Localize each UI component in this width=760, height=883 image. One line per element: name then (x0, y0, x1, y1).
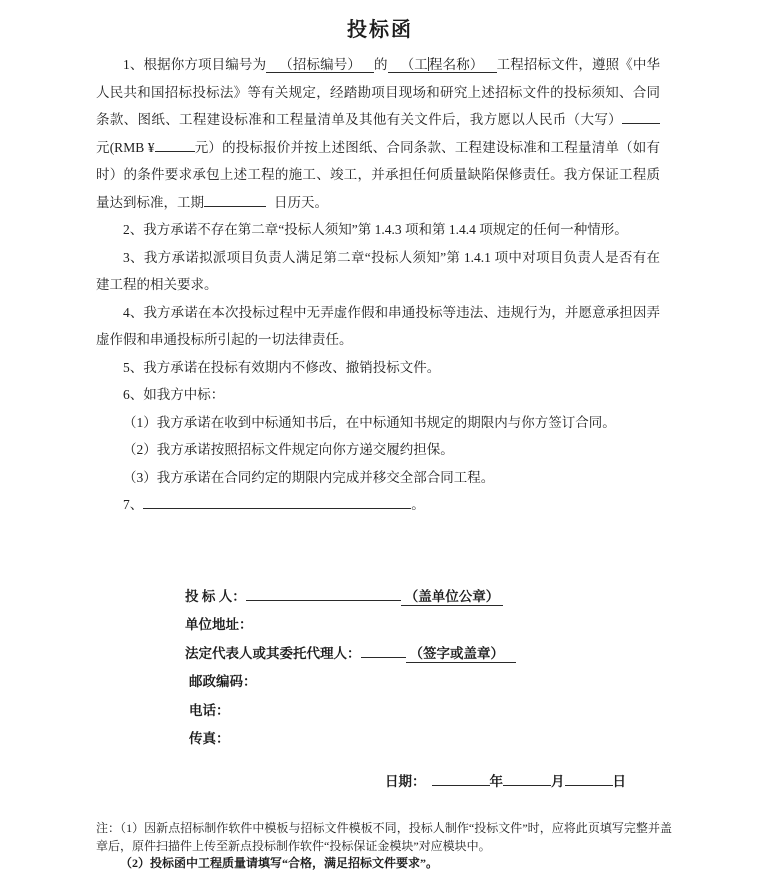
paragraph-5: 5、我方承诺在投标有效期内不修改、撤销投标文件。 (123, 359, 441, 375)
blank-amount-figures[interactable] (155, 138, 195, 152)
year-label: 年 (489, 773, 503, 789)
paragraph-6-item-3: （3）我方承诺在合同约定的期限内完成并移交全部合同工程。 (123, 469, 495, 485)
phone-label: 电话： (189, 702, 230, 718)
paragraph-1 (96, 51, 660, 216)
paragraph-6-item-2: （2）我方承诺按照招标文件规定向你方递交履约担保。 (123, 442, 454, 457)
text-run: 元）的投标报价并按上述图纸、合同条款、工程建设标准和工程量清单（如有时）的条件要求承包上述工程的施工、竣工，并承担任何质量缺陷保修责任。我方保证工程质量达到标准，工期 (96, 139, 660, 210)
blank-year[interactable] (432, 772, 490, 786)
blank-item7[interactable] (143, 495, 411, 509)
blank-duration[interactable] (204, 193, 266, 207)
signature-block (185, 583, 760, 754)
paragraph-6: 6、如我方中标： (123, 387, 225, 402)
paragraph-3: 3、我方承诺拟派项目负责人满足第二章“投标人须知”第 1.4.1 项中对项目负责人是否有在建工程的相关要求。 (96, 249, 660, 292)
blank-tender-code[interactable]: （招标编号） (266, 57, 374, 73)
document-title: 投标函 (347, 19, 413, 41)
notes-section (96, 820, 672, 873)
text-run: 元(RMB ¥ (96, 139, 155, 155)
text-run: 的 (374, 57, 388, 72)
paragraph-6-item-1: （1）我方承诺在收到中标通知书后，在中标通知书规定的期限内与你方签订合同。 (123, 414, 616, 430)
text-run: 7、 (123, 497, 144, 512)
date-label: 日期： (385, 773, 426, 789)
postcode-label: 邮政编码： (189, 674, 257, 689)
address-label: 单位地址： (185, 617, 253, 632)
representative-row (185, 640, 760, 669)
fax-label: 传真： (189, 731, 230, 746)
date-row (385, 770, 760, 790)
bidder-row (185, 583, 760, 612)
note-2: （2）投标函中工程质量请填写“合格，满足招标文件要求”。 (120, 856, 439, 870)
blank-day[interactable] (565, 772, 613, 786)
blank-project-name[interactable] (388, 57, 497, 73)
fax-row (189, 725, 760, 754)
bidder-stamp-label: （盖单位公章） (401, 589, 504, 606)
text-run: 1、根据你方项目编号为 (123, 57, 267, 72)
paragraph-4: 4、我方承诺在本次投标过程中无弄虚作假和串通投标等违法、违规行为，并愿意承担因弄虚作假和串通投标所引起的一切法律责任。 (96, 304, 660, 347)
blank-bidder-name[interactable] (246, 587, 401, 601)
paragraph-2: 2、我方承诺不存在第二章“投标人须知”第 1.4.3 项和第 1.4.4 项规定的任何一种情形。 (123, 222, 628, 237)
representative-sign-label: （签字或盖章） (406, 646, 517, 663)
bidder-label: 投 标 人： (185, 588, 246, 604)
address-row (185, 611, 760, 640)
month-label: 月 (551, 773, 565, 789)
text-run: 。 (411, 497, 425, 512)
paragraph-7 (96, 491, 660, 519)
phone-row (189, 697, 760, 726)
text-run: 工程招标文件，遵照《中华人民共和国招标投标法》等有关规定，经踏勘项目现场和研究上述招标文件的投标须知、合同条款、图纸、工程建设标准和工程量清单及其他有关文件后，我方愿以人民币（大写） (96, 57, 661, 127)
note-1: 注：（1）因新点招标制作软件中模板与招标文件模板不同，投标人制作“投标文件”时，应将此页填写完整并盖章后，原件扫描件上传至新点投标制作软件“投标保证金模块”对应模块中。 (96, 821, 672, 853)
blank-month[interactable] (503, 772, 551, 786)
text-run: 程名称） (428, 57, 484, 72)
representative-label: 法定代表人或其委托代理人： (185, 645, 361, 661)
blank-amount-words[interactable] (622, 110, 660, 124)
text-run: （工 (400, 57, 428, 72)
document-body (0, 42, 760, 519)
blank-representative[interactable] (361, 644, 406, 658)
text-run: 日历天。 (274, 194, 328, 210)
postcode-row (189, 668, 760, 697)
day-label: 日 (612, 773, 626, 789)
